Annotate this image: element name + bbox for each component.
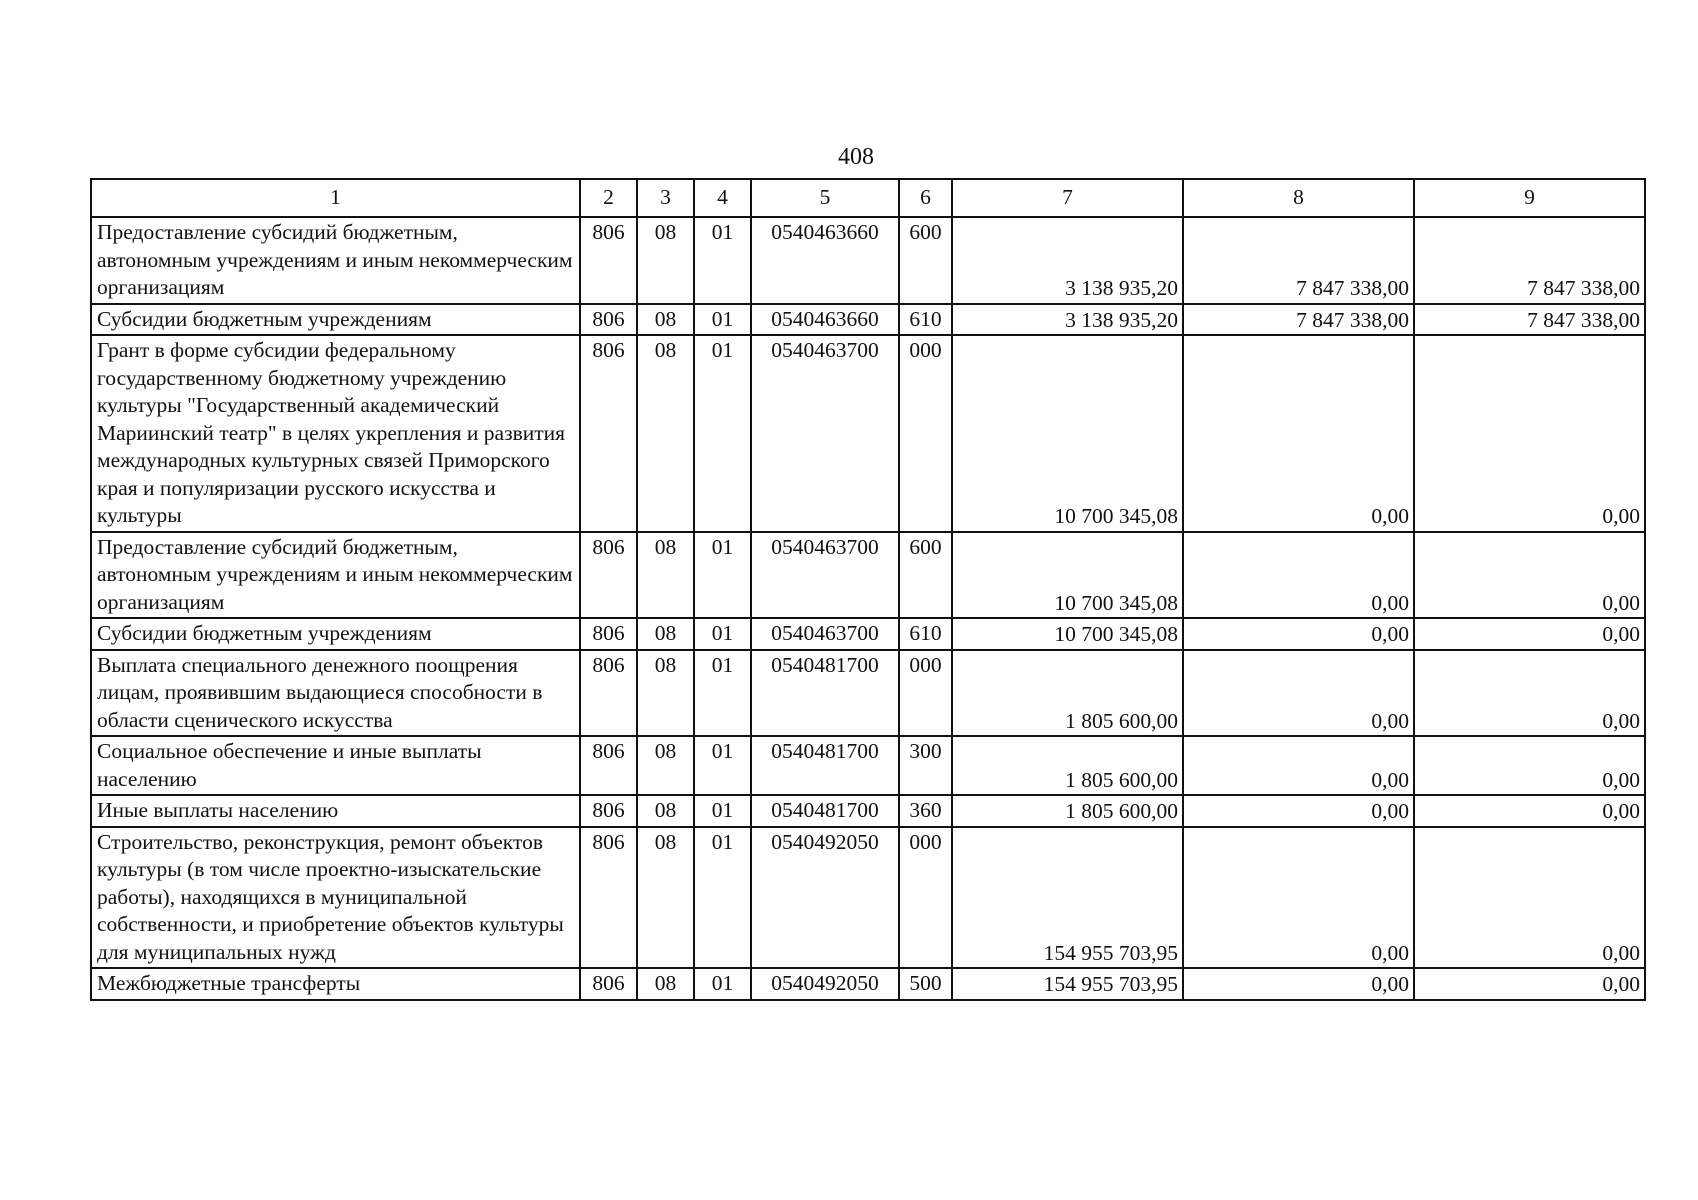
header-cell-4: 4 [694, 179, 751, 217]
table-row [91, 736, 1645, 795]
row-code-expense-type: 000 [899, 650, 952, 737]
row-code-section: 08 [637, 618, 694, 650]
row-amount-8: 7 847 338,00 [1183, 217, 1414, 304]
table-row [91, 650, 1645, 737]
row-amount-9: 0,00 [1414, 335, 1645, 532]
row-code-target: 0540481700 [751, 650, 899, 737]
row-amount-9: 0,00 [1414, 532, 1645, 619]
budget-table [90, 178, 1646, 1001]
row-amount-9: 0,00 [1414, 827, 1645, 969]
row-name: Межбюджетные трансферты [91, 968, 580, 1000]
row-amount-7: 10 700 345,08 [952, 618, 1183, 650]
row-code-target: 0540492050 [751, 968, 899, 1000]
row-amount-8: 0,00 [1183, 968, 1414, 1000]
row-code-section: 08 [637, 968, 694, 1000]
row-code-section: 08 [637, 650, 694, 737]
row-code-expense-type: 600 [899, 532, 952, 619]
row-code-ministry: 806 [580, 736, 637, 795]
row-code-subsection: 01 [694, 335, 751, 532]
row-amount-7: 3 138 935,20 [952, 217, 1183, 304]
header-cell-5: 5 [751, 179, 899, 217]
row-code-target: 0540492050 [751, 827, 899, 969]
header-cell-1: 1 [91, 179, 580, 217]
row-amount-7: 10 700 345,08 [952, 335, 1183, 532]
page-number: 408 [838, 144, 874, 170]
header-row [91, 179, 1645, 217]
row-amount-9: 0,00 [1414, 650, 1645, 737]
row-amount-9: 0,00 [1414, 795, 1645, 827]
row-amount-8: 0,00 [1183, 736, 1414, 795]
row-amount-9: 0,00 [1414, 618, 1645, 650]
row-name: Грант в форме субсидии федеральному государственному бюджетному учреждению культуры "Государственный академический Мариинский театр" в целях укрепления и развития международных культурных связей Приморского края и популяризации русского искусства и культуры [91, 335, 580, 532]
row-code-subsection: 01 [694, 736, 751, 795]
table-row [91, 304, 1645, 336]
row-amount-8: 0,00 [1183, 650, 1414, 737]
row-code-section: 08 [637, 795, 694, 827]
row-amount-9: 7 847 338,00 [1414, 217, 1645, 304]
row-code-section: 08 [637, 217, 694, 304]
row-amount-7: 1 805 600,00 [952, 736, 1183, 795]
row-amount-8: 0,00 [1183, 618, 1414, 650]
row-amount-9: 0,00 [1414, 736, 1645, 795]
row-code-subsection: 01 [694, 304, 751, 336]
row-code-ministry: 806 [580, 217, 637, 304]
row-code-subsection: 01 [694, 650, 751, 737]
row-name: Строительство, реконструкция, ремонт объектов культуры (в том числе проектно-изыскательские работы), находящихся в муниципальной собственности, и приобретение объектов культуры для муниципальных нужд [91, 827, 580, 969]
header-cell-3: 3 [637, 179, 694, 217]
table-row [91, 335, 1645, 532]
row-name: Выплата специального денежного поощрения лицам, проявившим выдающиеся способности в области сценического искусства [91, 650, 580, 737]
row-amount-8: 0,00 [1183, 827, 1414, 969]
row-name: Субсидии бюджетным учреждениям [91, 618, 580, 650]
row-code-expense-type: 500 [899, 968, 952, 1000]
row-code-section: 08 [637, 304, 694, 336]
row-amount-9: 0,00 [1414, 968, 1645, 1000]
row-code-ministry: 806 [580, 650, 637, 737]
row-code-expense-type: 300 [899, 736, 952, 795]
row-code-ministry: 806 [580, 618, 637, 650]
row-name: Социальное обеспечение и иные выплаты населению [91, 736, 580, 795]
row-code-expense-type: 600 [899, 217, 952, 304]
header-cell-2: 2 [580, 179, 637, 217]
row-name: Предоставление субсидий бюджетным, автономным учреждениям и иным некоммерческим организациям [91, 532, 580, 619]
row-code-expense-type: 000 [899, 335, 952, 532]
row-code-ministry: 806 [580, 968, 637, 1000]
row-amount-9: 7 847 338,00 [1414, 304, 1645, 336]
header-cell-6: 6 [899, 179, 952, 217]
row-amount-7: 154 955 703,95 [952, 827, 1183, 969]
row-code-subsection: 01 [694, 968, 751, 1000]
row-code-subsection: 01 [694, 618, 751, 650]
row-code-expense-type: 360 [899, 795, 952, 827]
row-code-target: 0540463700 [751, 618, 899, 650]
row-amount-7: 3 138 935,20 [952, 304, 1183, 336]
row-code-target: 0540481700 [751, 795, 899, 827]
row-amount-8: 7 847 338,00 [1183, 304, 1414, 336]
row-amount-7: 10 700 345,08 [952, 532, 1183, 619]
row-code-section: 08 [637, 335, 694, 532]
row-code-target: 0540463700 [751, 532, 899, 619]
table-row [91, 532, 1645, 619]
row-code-ministry: 806 [580, 795, 637, 827]
row-code-section: 08 [637, 736, 694, 795]
row-name: Предоставление субсидий бюджетным, автономным учреждениям и иным некоммерческим организациям [91, 217, 580, 304]
table-row [91, 968, 1645, 1000]
row-amount-8: 0,00 [1183, 335, 1414, 532]
row-code-expense-type: 610 [899, 618, 952, 650]
row-code-subsection: 01 [694, 532, 751, 619]
table-row [91, 217, 1645, 304]
row-code-ministry: 806 [580, 335, 637, 532]
row-code-ministry: 806 [580, 827, 637, 969]
row-name: Иные выплаты населению [91, 795, 580, 827]
row-name: Субсидии бюджетным учреждениям [91, 304, 580, 336]
row-code-ministry: 806 [580, 304, 637, 336]
row-code-target: 0540481700 [751, 736, 899, 795]
row-code-target: 0540463700 [751, 335, 899, 532]
table-row [91, 827, 1645, 969]
row-code-subsection: 01 [694, 217, 751, 304]
row-amount-7: 1 805 600,00 [952, 650, 1183, 737]
table-row [91, 618, 1645, 650]
table-row [91, 795, 1645, 827]
row-code-subsection: 01 [694, 795, 751, 827]
row-amount-8: 0,00 [1183, 532, 1414, 619]
row-code-section: 08 [637, 827, 694, 969]
header-cell-8: 8 [1183, 179, 1414, 217]
row-code-target: 0540463660 [751, 217, 899, 304]
row-amount-7: 154 955 703,95 [952, 968, 1183, 1000]
header-cell-7: 7 [952, 179, 1183, 217]
row-code-ministry: 806 [580, 532, 637, 619]
row-amount-7: 1 805 600,00 [952, 795, 1183, 827]
row-code-target: 0540463660 [751, 304, 899, 336]
header-cell-9: 9 [1414, 179, 1645, 217]
row-code-expense-type: 000 [899, 827, 952, 969]
row-amount-8: 0,00 [1183, 795, 1414, 827]
row-code-subsection: 01 [694, 827, 751, 969]
row-code-expense-type: 610 [899, 304, 952, 336]
row-code-section: 08 [637, 532, 694, 619]
